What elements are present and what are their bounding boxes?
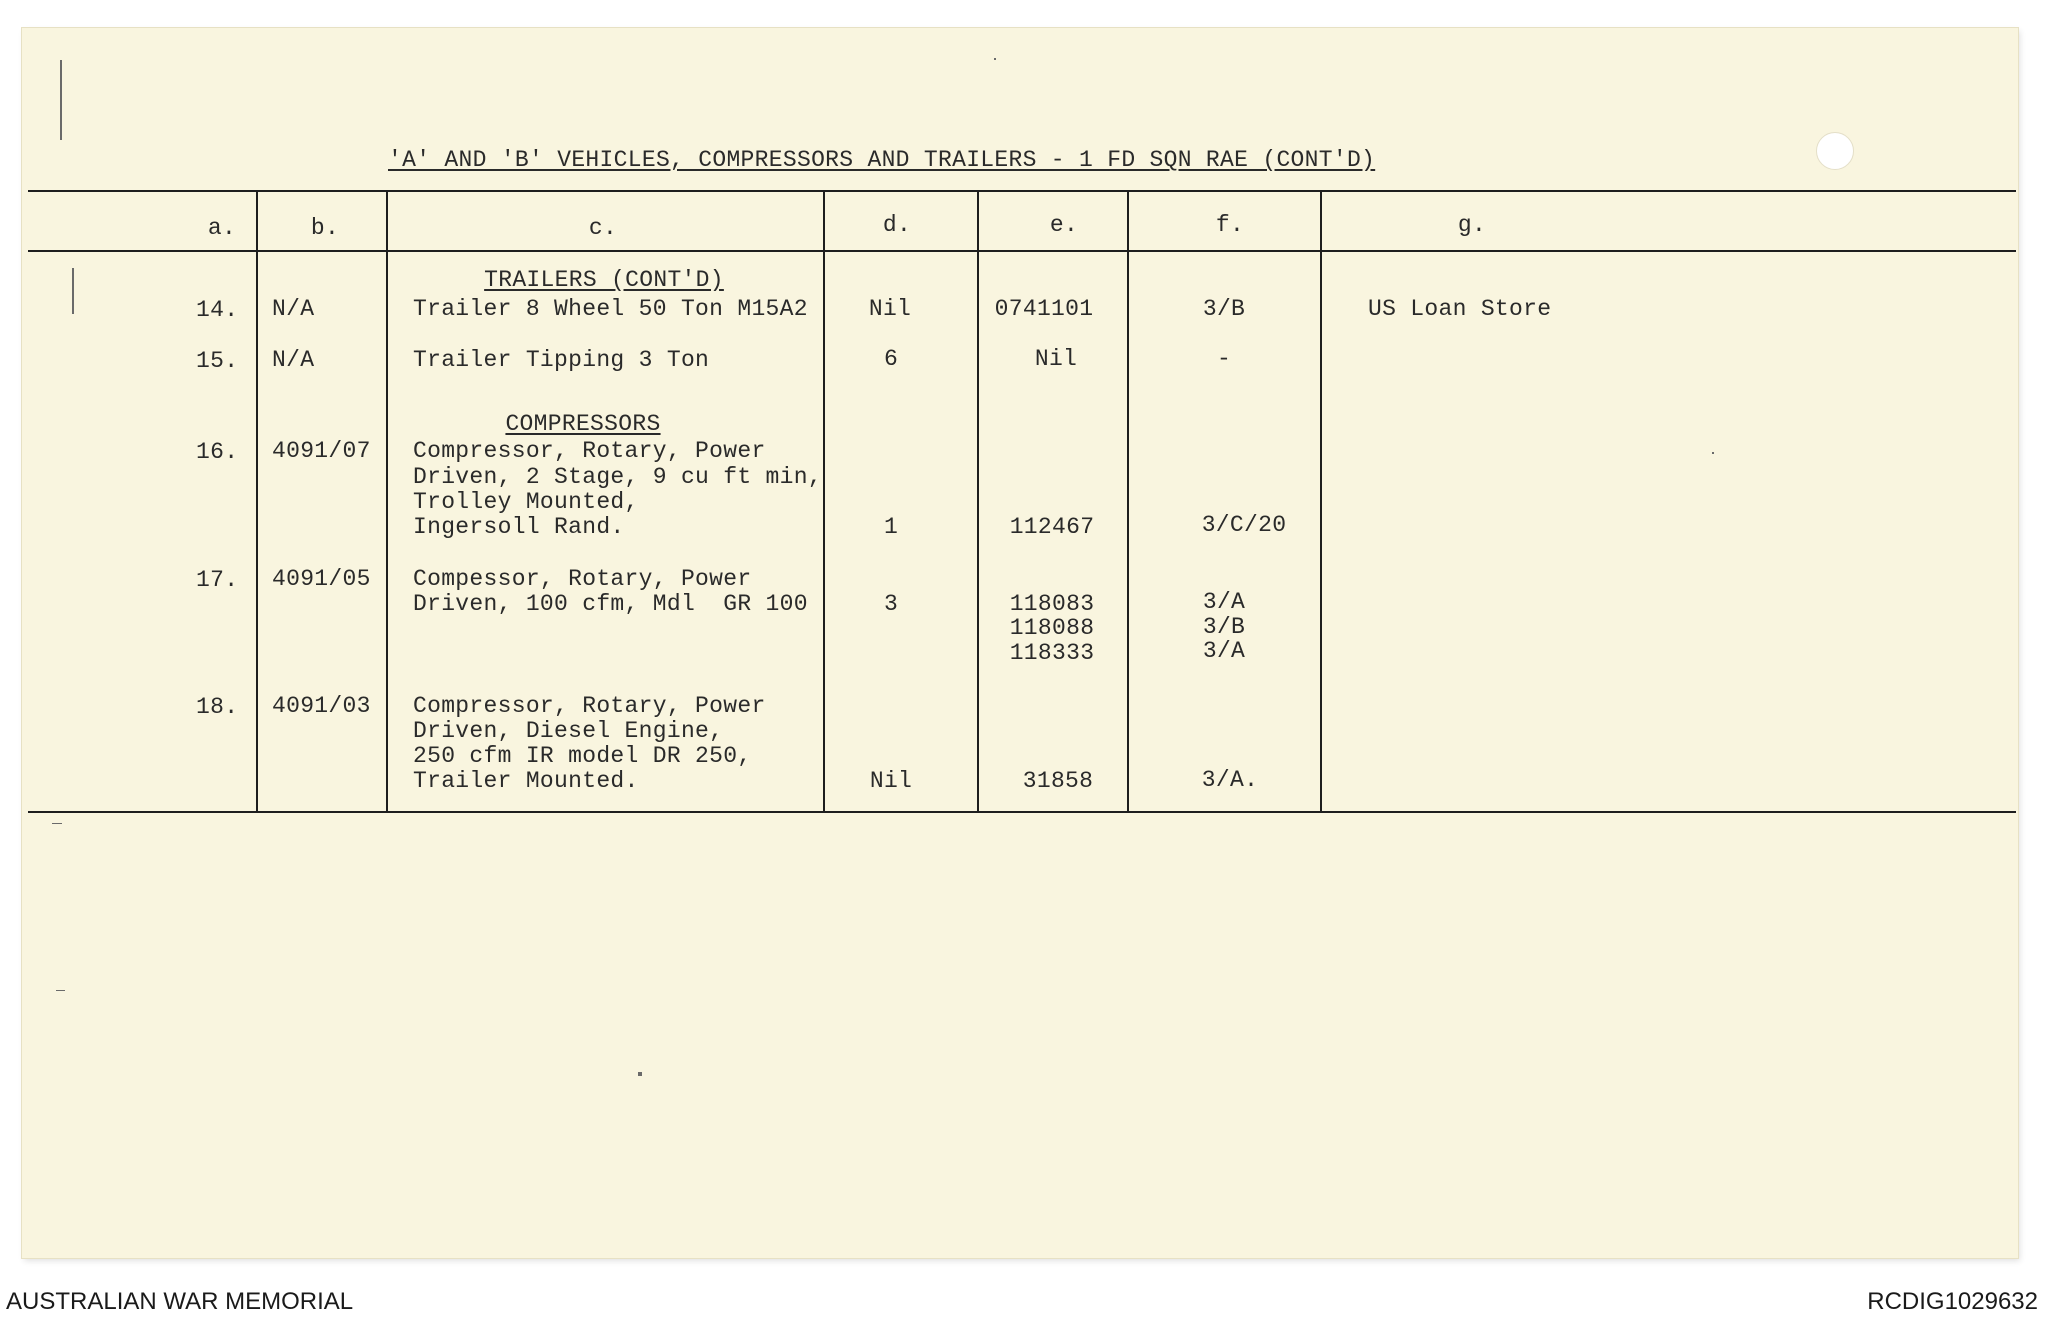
row-16-e: 112467 [1009, 514, 1095, 540]
margin-mark [72, 268, 74, 314]
column-header-b: b. [310, 215, 340, 241]
row-18-e: 31858 [1022, 768, 1094, 794]
table-top-rule [28, 190, 2016, 192]
margin-mark [994, 58, 996, 60]
row-17-f-2: 3/B [1202, 614, 1246, 640]
row-17-e-1: 118083 [1009, 591, 1095, 617]
row-15-d: 6 [883, 346, 899, 372]
row-17-e-3: 118333 [1009, 640, 1095, 666]
document-title: 'A' AND 'B' VEHICLES, COMPRESSORS AND TRAILERS - 1 FD SQN RAE (CONT'D) [388, 147, 1376, 173]
row-16-c-line1: Compressor, Rotary, Power [413, 438, 766, 464]
margin-mark [638, 1072, 642, 1076]
row-16-c-line3: Trolley Mounted, [413, 489, 639, 515]
row-15-b: N/A [272, 347, 315, 373]
table-bottom-rule [28, 811, 2016, 813]
row-16-f: 3/C/20 [1201, 512, 1287, 538]
section-heading-compressors: COMPRESSORS [505, 411, 661, 437]
row-18-b: 4091/03 [272, 693, 371, 719]
row-18-f: 3/A. [1201, 767, 1259, 793]
column-divider [823, 190, 825, 813]
footer-image-id: RCDIG1029632 [1867, 1288, 2038, 1315]
row-18-c-line2: Driven, Diesel Engine, [413, 718, 724, 744]
row-15-e: Nil [1034, 346, 1078, 372]
column-divider [1127, 190, 1129, 813]
column-header-e: e. [1049, 212, 1079, 238]
row-17-c-line2: Driven, 100 cfm, Mdl GR 100 [413, 591, 808, 617]
row-16-b: 4091/07 [272, 438, 371, 464]
row-18-c-line4: Trailer Mounted. [413, 768, 639, 794]
row-17-f-1: 3/A [1202, 589, 1246, 615]
row-17-d: 3 [883, 591, 899, 617]
column-divider [977, 190, 979, 813]
row-15-f: - [1216, 346, 1232, 372]
column-divider [256, 190, 258, 813]
row-14-e: 0741101 [994, 296, 1094, 322]
column-header-a: a. [207, 215, 237, 241]
row-16-d: 1 [883, 514, 899, 540]
table-header-rule [28, 250, 2016, 252]
section-heading-trailers: TRAILERS (CONT'D) [484, 267, 724, 293]
column-header-d: d. [882, 212, 912, 238]
row-14-g: US Loan Store [1368, 296, 1552, 322]
row-17-b: 4091/05 [272, 566, 371, 592]
row-14-f: 3/B [1202, 296, 1246, 322]
row-18-d: Nil [869, 768, 913, 794]
margin-mark [56, 990, 65, 991]
row-18-c-line1: Compressor, Rotary, Power [413, 693, 766, 719]
column-header-f: f. [1215, 212, 1245, 238]
row-14-d: Nil [868, 296, 912, 322]
row-14-c: Trailer 8 Wheel 50 Ton M15A2 [413, 296, 808, 322]
margin-mark [1712, 452, 1714, 454]
column-header-g: g. [1457, 212, 1487, 238]
footer-institution: AUSTRALIAN WAR MEMORIAL [6, 1288, 354, 1315]
punch-hole [1816, 132, 1854, 170]
row-16-a: 16. [196, 439, 239, 465]
row-14-a: 14. [196, 297, 239, 323]
margin-mark [60, 60, 62, 140]
row-17-e-2: 118088 [1009, 615, 1095, 641]
row-15-c: Trailer Tipping 3 Ton [413, 347, 710, 373]
row-14-b: N/A [272, 296, 315, 322]
row-16-c-line2: Driven, 2 Stage, 9 cu ft min, [413, 464, 822, 490]
margin-mark [52, 823, 62, 824]
row-18-c-line3: 250 cfm IR model DR 250, [413, 743, 752, 769]
column-header-c: c. [588, 215, 618, 241]
column-divider [386, 190, 388, 813]
row-16-c-line4: Ingersoll Rand. [413, 514, 625, 540]
row-17-f-3: 3/A [1202, 638, 1246, 664]
column-divider [1320, 190, 1322, 813]
row-18-a: 18. [196, 694, 239, 720]
row-17-c-line1: Compessor, Rotary, Power [413, 566, 752, 592]
row-15-a: 15. [196, 348, 239, 374]
row-17-a: 17. [196, 567, 239, 593]
